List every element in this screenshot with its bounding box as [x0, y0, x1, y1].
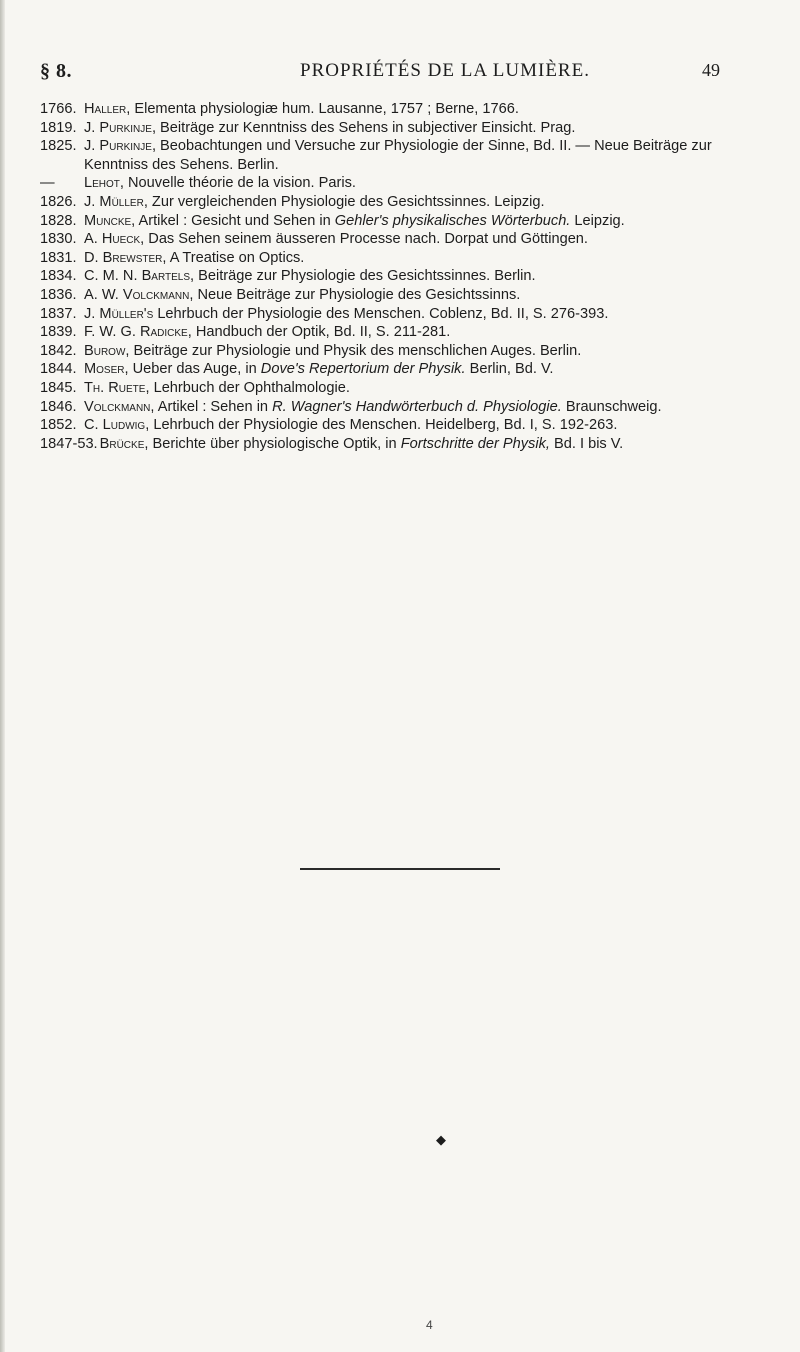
- entry-text: [84, 398, 760, 417]
- entry-citation-tail: Bd. I bis V.: [549, 435, 624, 452]
- entry-year: 1828.: [40, 212, 77, 229]
- entry-year: 1842.: [40, 342, 77, 359]
- bibliography-entry: [40, 416, 760, 435]
- entry-author: J. Müller: [84, 193, 144, 210]
- entry-author: D. Brewster: [84, 249, 163, 266]
- entry-text: [100, 435, 760, 454]
- entry-year: 1836.: [40, 286, 77, 303]
- entry-text: [84, 305, 760, 324]
- entry-author: J. Purkinje: [84, 119, 152, 136]
- page-number: 49: [702, 60, 720, 80]
- bibliography-entry: [40, 174, 760, 193]
- entry-citation: , Beiträge zur Kenntniss des Sehens in subjectiver Einsicht. Prag.: [151, 119, 576, 136]
- entry-italic-title: Fortschritte der Physik,: [400, 435, 550, 452]
- entry-text: [84, 174, 760, 193]
- entry-author: Moser: [84, 361, 125, 378]
- bibliography-entry: [40, 360, 760, 379]
- entry-citation: , Beobachtungen und Versuche zur Physiologie der Sinne, Bd. II. — Neue Beiträge zur Kenntniss des Sehens. Berlin.: [84, 138, 712, 173]
- entry-author: Th. Ruete: [84, 379, 146, 396]
- entry-text: [84, 249, 760, 268]
- entry-citation: , Zur vergleichenden Physiologie des Gesichtssinnes. Leipzig.: [143, 193, 545, 210]
- entry-citation-tail: Leipzig.: [570, 212, 625, 229]
- entry-citation-tail: Berlin, Bd. V.: [465, 361, 554, 378]
- entry-citation: , Beiträge zur Physiologie und Physik des menschlichen Auges. Berlin.: [125, 342, 582, 359]
- entry-author: Volckmann: [84, 398, 151, 415]
- entry-citation: , A Treatise on Optics.: [162, 249, 305, 266]
- entry-citation: , Artikel : Gesicht und Sehen in: [131, 212, 335, 229]
- entry-year: 1839.: [40, 324, 77, 341]
- entry-year: 1847-53.: [40, 435, 98, 452]
- entry-citation: , Lehrbuch der Physiologie des Menschen. Heidelberg, Bd. I, S. 192-263.: [145, 417, 618, 434]
- bibliography-entry: [40, 212, 760, 231]
- entry-year: 1845.: [40, 379, 77, 396]
- entry-author: A. W. Volckmann: [84, 286, 190, 303]
- entry-year: 1852.: [40, 417, 77, 434]
- entry-author: F. W. G. Radicke: [84, 324, 188, 341]
- entry-year: —: [40, 175, 55, 192]
- entry-citation: , Beiträge zur Physiologie des Gesichtssinnes. Berlin.: [190, 268, 536, 285]
- section-end-rule: [300, 868, 500, 870]
- bibliography-entry: [40, 100, 760, 119]
- bibliography-entry: [40, 398, 760, 417]
- bibliography-entry: [40, 267, 760, 286]
- entry-author: C. Ludwig: [84, 417, 146, 434]
- entry-year: 1846.: [40, 398, 77, 415]
- entry-text: [84, 286, 760, 305]
- entry-author: Muncke: [84, 212, 132, 229]
- signature-mark: 4: [426, 1318, 433, 1332]
- section-number: § 8.: [40, 60, 72, 82]
- entry-citation: , Artikel : Sehen in: [150, 398, 273, 415]
- entry-year: 1844.: [40, 361, 77, 378]
- entry-year: 1825.: [40, 138, 77, 155]
- entry-text: [84, 230, 760, 249]
- entry-text: [84, 212, 760, 231]
- bibliography-entry: [40, 230, 760, 249]
- entry-italic-title: Dove's Repertorium der Physik.: [260, 361, 466, 378]
- entry-author: Lehot: [84, 175, 120, 192]
- entry-text: [84, 119, 760, 138]
- entry-author: Brücke: [99, 435, 145, 452]
- bibliography-entry: [40, 119, 760, 138]
- bibliography-entry: [40, 379, 760, 398]
- entry-author: C. M. N. Bartels: [84, 268, 191, 285]
- bibliography-entry: [40, 249, 760, 268]
- entry-citation: , Neue Beiträge zur Physiologie des Gesichtssinns.: [189, 286, 521, 303]
- running-title: PROPRIÉTÉS DE LA LUMIÈRE.: [300, 60, 590, 81]
- entry-year: 1831.: [40, 249, 77, 266]
- entry-citation: , Das Sehen seinem äusseren Processe nach. Dorpat und Göttingen.: [140, 231, 588, 248]
- bibliography-entry: [40, 342, 760, 361]
- page-binding-edge: [0, 0, 5, 1352]
- entry-year: 1837.: [40, 305, 77, 322]
- entry-citation: , Elementa physiologiæ hum. Lausanne, 1757 ; Berne, 1766.: [126, 101, 519, 117]
- bibliography-entry: [40, 323, 760, 342]
- entry-citation: Lehrbuch der Physiologie des Menschen. Coblenz, Bd. II, S. 276-393.: [153, 305, 609, 322]
- entry-text: [84, 137, 760, 174]
- bibliography-entry: [40, 193, 760, 212]
- entry-text: [84, 342, 760, 361]
- entry-italic-title: R. Wagner's Handwörterbuch d. Physiologie.: [272, 398, 562, 415]
- entry-author: Haller: [84, 101, 127, 117]
- bibliography-list: [40, 100, 760, 453]
- entry-year: 1834.: [40, 268, 77, 285]
- entry-author: J. Purkinje: [84, 138, 152, 155]
- printers-ornament-icon: ◆: [436, 1132, 446, 1147]
- entry-citation: , Lehrbuch der Ophthalmologie.: [145, 379, 350, 396]
- entry-citation-tail: Braunschweig.: [561, 398, 662, 415]
- entry-author: J. Müller's: [84, 305, 154, 322]
- entry-text: [84, 193, 760, 212]
- entry-text: [84, 323, 760, 342]
- entry-text: [84, 416, 760, 435]
- entry-year: 1766.: [40, 101, 77, 117]
- entry-citation: , Berichte über physiologische Optik, in: [144, 435, 401, 452]
- entry-text: [84, 379, 760, 398]
- page-header: [40, 56, 720, 86]
- bibliography-entry: [40, 286, 760, 305]
- entry-citation: , Ueber das Auge, in: [124, 361, 261, 378]
- entry-year: 1826.: [40, 193, 77, 210]
- entry-year: 1830.: [40, 231, 77, 248]
- entry-citation: , Handbuch der Optik, Bd. II, S. 211-281.: [187, 324, 451, 341]
- entry-text: [84, 100, 760, 119]
- bibliography-entry: [40, 435, 760, 454]
- entry-year: 1819.: [40, 119, 77, 136]
- entry-author: Burow: [84, 342, 126, 359]
- bibliography-entry: [40, 137, 760, 174]
- entry-citation: , Nouvelle théorie de la vision. Paris.: [119, 175, 356, 192]
- entry-text: [84, 360, 760, 379]
- entry-author: A. Hueck: [84, 231, 141, 248]
- entry-text: [84, 267, 760, 286]
- bibliography-entry: [40, 305, 760, 324]
- entry-italic-title: Gehler's physikalisches Wörterbuch.: [334, 212, 571, 229]
